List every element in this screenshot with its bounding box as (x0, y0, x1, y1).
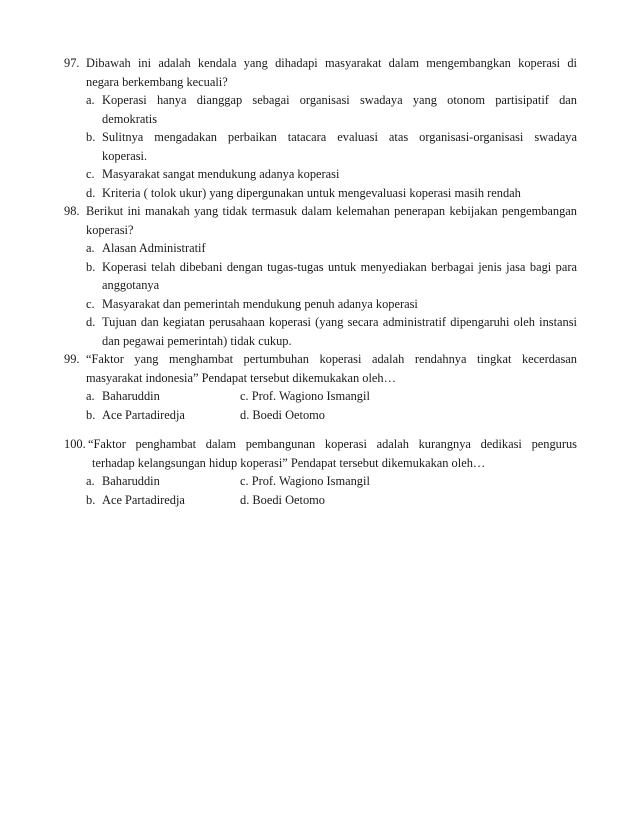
option-text: Baharuddin (102, 389, 160, 403)
question-text-line: negara berkembang kecuali? (86, 74, 228, 89)
option-text-line: Masyarakat sangat mendukung adanya koperasi (102, 167, 340, 181)
option-text-line: Kriteria ( tolok ukur) yang dipergunakan untuk mengevaluasi koperasi masih rendah (102, 185, 521, 200)
option-letter: a. (86, 241, 95, 255)
question-text-line: terhadap kelangsungan hidup koperasi” Pendapat tersebut dikemukakan oleh… (92, 455, 486, 470)
answer-option-row (64, 491, 577, 510)
option-text: d. Boedi Oetomo (240, 407, 326, 422)
question-stem (64, 202, 577, 239)
question-number: 100. (64, 437, 86, 451)
answer-options (64, 239, 577, 350)
option-text-line: dan pegawai pemerintah) tidak cukup. (102, 333, 292, 348)
option-text: c. Prof. Wagiono Ismangil (240, 474, 370, 488)
option-letter: d. (86, 185, 96, 200)
option-letter: b. (86, 130, 96, 144)
answer-option-d (240, 491, 325, 510)
option-text-line: Koperasi hanya dianggap sebagai organisasi swadaya yang otonom partisipatif dan (102, 93, 577, 107)
answer-option-a (64, 239, 577, 258)
answer-options (64, 91, 577, 202)
option-letter: a. (86, 389, 95, 403)
option-letter: b. (86, 407, 96, 422)
option-text-line: koperasi. (102, 148, 148, 163)
answer-option-c (64, 295, 577, 314)
option-text-line: anggotanya (102, 278, 160, 292)
question-text-line: “Faktor penghambat dalam pembangunan koperasi adalah kurangnya dedikasi pengurus (88, 437, 577, 451)
option-text-line: Koperasi telah dibebani dengan tugas-tugas untuk menyediakan berbagai jenis jasa bagi para (102, 259, 577, 274)
option-letter: b. (86, 492, 96, 507)
question-99 (64, 350, 577, 424)
answer-option-d (64, 184, 577, 203)
question-text-line: Dibawah ini adalah kendala yang dihadapi masyarakat dalam mengembangkan koperasi di (86, 56, 577, 70)
question-number: 98. (64, 204, 80, 218)
option-text: d. Boedi Oetomo (240, 492, 326, 507)
question-text-line: “Faktor yang menghambat pertumbuhan koperasi adalah rendahnya tingkat kecerdasan (86, 352, 577, 366)
answer-options (64, 387, 577, 424)
question-text-line: koperasi? (86, 222, 134, 237)
option-letter: d. (86, 315, 96, 329)
question-text-line: Berikut ini manakah yang tidak termasuk dalam kelemahan penerapan kebijakan pengembangan (86, 204, 577, 218)
answer-option-c (240, 472, 370, 491)
option-text: c. Prof. Wagiono Ismangil (240, 389, 370, 403)
question-stem (64, 54, 577, 91)
option-letter: c. (86, 296, 95, 311)
option-text-line: Alasan Administratif (102, 241, 206, 255)
option-letter: c. (86, 167, 95, 181)
answer-option-c (240, 387, 370, 406)
answer-option-a (64, 387, 240, 406)
question-100 (64, 435, 577, 509)
option-letter: a. (86, 93, 95, 107)
question-number: 97. (64, 56, 80, 70)
option-text-line: Sulitnya mengadakan perbaikan tatacara evaluasi atas organisasi-organisasi swadaya (102, 130, 577, 144)
answer-option-b (64, 406, 240, 425)
question-98 (64, 202, 577, 350)
answer-option-row (64, 387, 577, 406)
answer-option-row (64, 406, 577, 425)
question-97 (64, 54, 577, 202)
option-text-line: demokratis (102, 111, 158, 126)
answer-options (64, 472, 577, 509)
option-letter: b. (86, 259, 96, 274)
answer-option-b (64, 491, 240, 510)
answer-option-a (64, 91, 577, 128)
answer-option-b (64, 128, 577, 165)
question-number: 99. (64, 352, 80, 366)
answer-option-b (64, 258, 577, 295)
answer-option-c (64, 165, 577, 184)
option-text-line: Masyarakat dan pemerintah mendukung penuh adanya koperasi (102, 296, 418, 311)
question-stem (64, 435, 577, 472)
answer-option-a (64, 472, 240, 491)
option-text-line: Tujuan dan kegiatan perusahaan koperasi (yang secara administratif dipengaruhi oleh instansi (102, 315, 577, 329)
question-stem (64, 350, 577, 387)
option-text: Ace Partadiredja (102, 407, 185, 422)
option-text: Ace Partadiredja (102, 492, 185, 507)
answer-option-row (64, 472, 577, 491)
option-text: Baharuddin (102, 474, 160, 488)
answer-option-d (240, 406, 325, 425)
option-letter: a. (86, 474, 95, 488)
question-text-line: masyarakat indonesia” Pendapat tersebut dikemukakan oleh… (86, 370, 397, 385)
answer-option-d (64, 313, 577, 350)
